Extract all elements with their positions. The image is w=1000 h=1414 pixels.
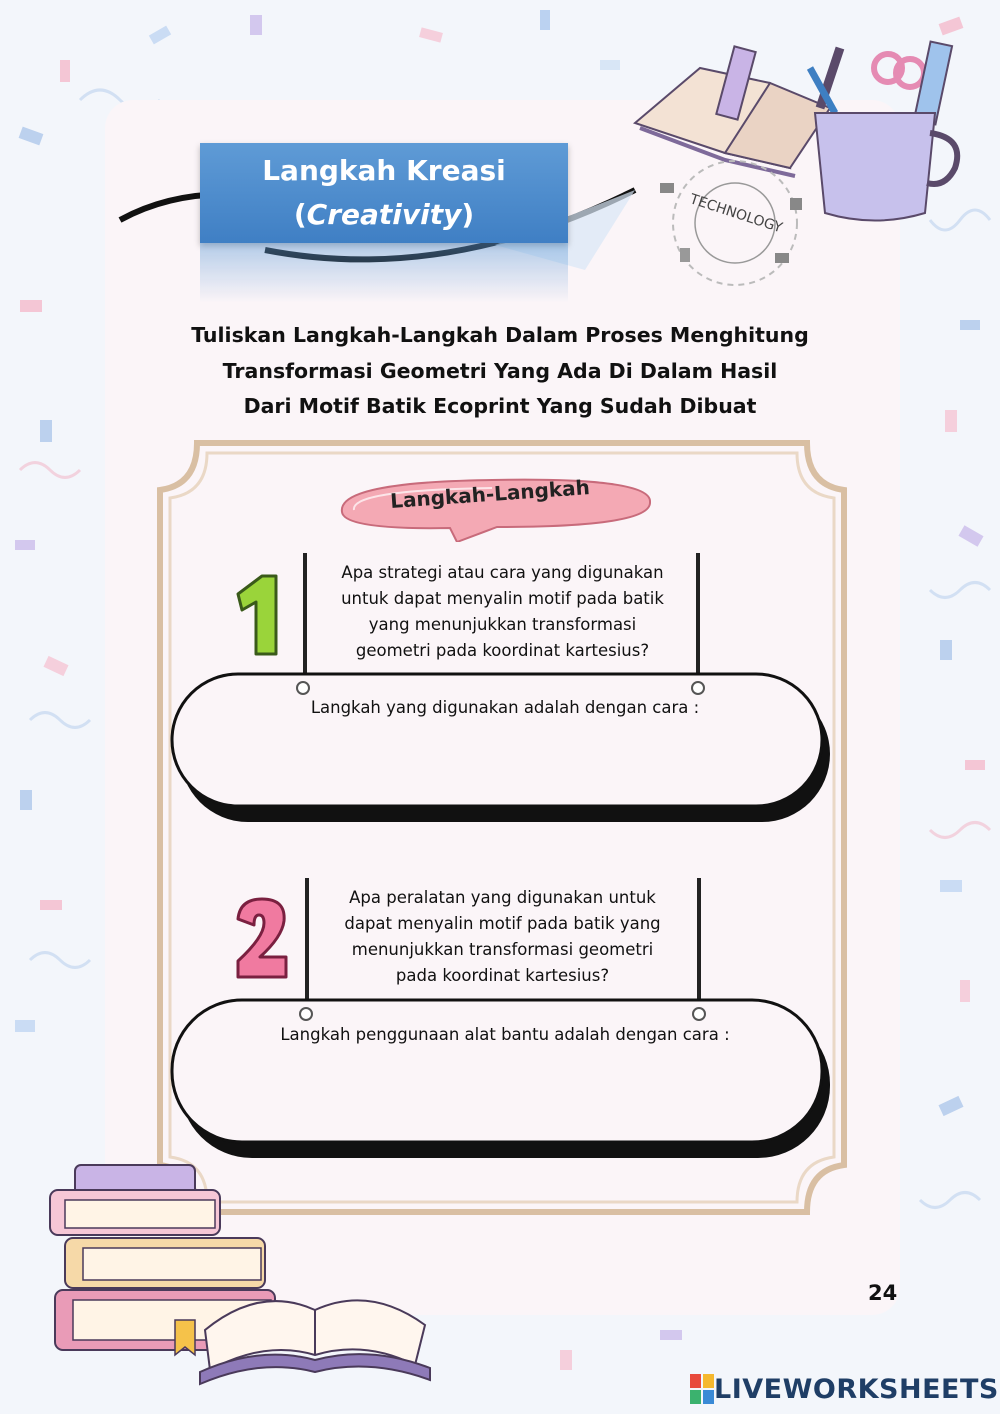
step-1-answer-label: Langkah yang digunakan adalah dengan cara : [310, 698, 700, 717]
step-2-answer-field[interactable] [210, 1058, 790, 1133]
title-italic: Creativity [306, 198, 462, 231]
instruction-line2: Transformasi Geometri Yang Ada Di Dalam Hasil [222, 358, 778, 383]
title-banner [200, 143, 568, 243]
technology-text: TECHNOLOGY [687, 191, 785, 237]
number-1-icon [232, 572, 287, 658]
step-2-answer-label: Langkah penggunaan alat bantu adalah dengan cara : [280, 1025, 730, 1044]
title-line2: (Creativity) [293, 198, 475, 231]
open-book-icon-bottom [200, 1300, 430, 1384]
step-2-question: Apa peralatan yang digunakan untuk dapat menyalin motif pada batik yang menunjukkan transformasi geometri pada koordinat kartesius? [344, 888, 661, 985]
banner-reflection [200, 243, 568, 303]
liveworksheets-watermark [690, 1373, 999, 1405]
hanger-line-right-1 [696, 553, 700, 688]
page-number: 24 [868, 1281, 898, 1305]
section-label: Langkah-Langkah [389, 475, 591, 513]
title-line1: Langkah Kreasi [262, 154, 506, 187]
liveworksheets-logo-icon [690, 1374, 714, 1404]
instruction-line1: Tuliskan Langkah-Langkah Dalam Proses Menghitung [191, 323, 809, 347]
technology-graphic [660, 161, 802, 285]
pencil-cup-icon [810, 42, 957, 221]
hanger-line-right-2 [697, 878, 701, 1013]
step-1-answer-field[interactable] [210, 730, 790, 800]
hanger-line-left-1 [303, 553, 307, 688]
books-illustration [45, 1160, 440, 1390]
number-2-icon [232, 895, 292, 981]
stationery-illustration [630, 28, 970, 298]
watermark-text: LIVEWORKSHEETS [714, 1373, 999, 1405]
open-book-icon [635, 46, 830, 176]
step-1-question: Apa strategi atau cara yang digunakan untuk dapat menyalin motif pada batik yang menunjukkan transformasi geometri pada koordinat kartesius? [341, 563, 664, 660]
hanger-line-left-2 [305, 878, 309, 1013]
instruction-text [190, 318, 810, 425]
instruction-line3: Dari Motif Batik Ecoprint Yang Sudah Dibuat [243, 394, 757, 418]
